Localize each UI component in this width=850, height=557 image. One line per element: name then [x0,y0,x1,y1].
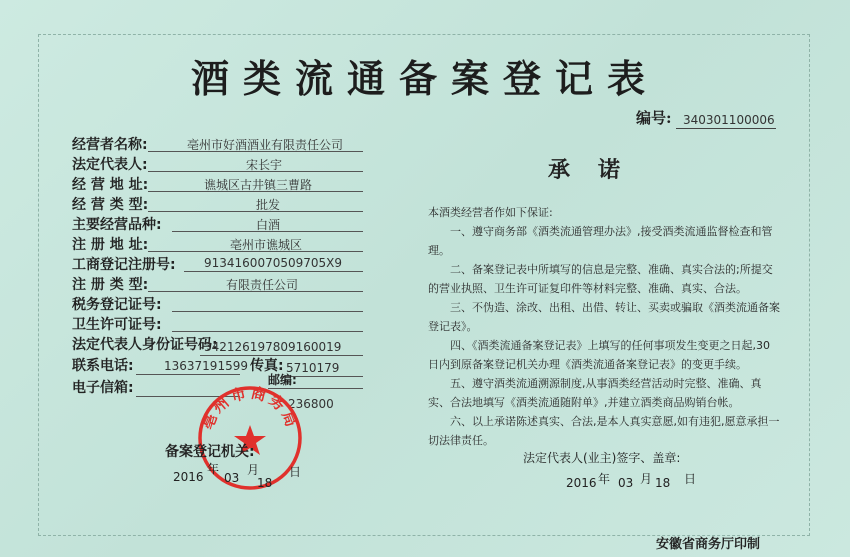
registry-year-unit: 年 [207,462,220,476]
field-value: 宋长宇 [246,158,283,172]
field-value: 342126197809160019 [204,340,342,354]
field-label: 税务登记证号: [72,297,162,313]
field-value: 谯城区古井镇三曹路 [204,178,313,192]
field-business-reg-no [72,254,412,274]
printer-credit: 安徽省商务厅印制 [656,537,761,552]
sign-label: 法定代表人(业主)签字、盖章: [523,451,681,465]
field-label: 主要经营品种: [72,217,162,233]
sign-year: 2016 [566,476,597,490]
field-label: 卫生许可证号: [72,317,162,333]
code-underline [676,128,776,129]
field-value: 批发 [256,198,281,212]
field-tax-reg-no [72,294,412,314]
field-health-permit-no [72,314,412,334]
code-value: 340301100006 [683,113,775,127]
field-underline [148,211,363,212]
field-value: 9134160070509705X9 [204,256,343,270]
field-underline [148,151,363,152]
promise-intro: 本酒类经营者作如下保证: [428,206,553,219]
field-registered-address [72,234,412,254]
phone-label: 联系电话: [72,358,134,374]
field-underline [184,271,363,272]
promise-item: 六、以上承诺陈述真实、合法,是本人真实意愿,如有违犯,愿意承担一切法律责任。 [428,415,780,447]
seal-text: 亳州市商务局 [198,383,302,433]
field-value: 白酒 [256,218,281,232]
field-underline [148,191,363,192]
field-underline [148,291,363,292]
fax-label: 传真: [250,358,284,374]
field-contact-row [72,355,412,375]
registry-month-unit: 月 [247,463,260,477]
field-value: 有限责任公司 [226,278,299,292]
registry-day: 18 [257,476,273,490]
promise-item: 四、《酒类流通备案登记表》上填写的任何事项发生变更之日起,30日内到原备案登记机关办理《酒类流通备案登记表》的变更手续。 [428,339,770,371]
field-registration-type [72,274,412,294]
field-label: 经 营 类 型: [72,197,149,213]
field-legal-rep-id [72,334,412,354]
email-label: 电子信箱: [72,380,134,396]
field-label: 法定代表人: [72,157,148,173]
field-legal-rep [72,154,412,174]
sign-month: 03 [618,476,634,490]
field-business-name [72,134,412,154]
registry-day-unit: 日 [289,465,302,479]
registry-label: 备案登记机关: [165,444,255,460]
field-business-address [72,174,412,194]
sign-day-unit: 日 [684,472,697,486]
promise-title: 承诺 [548,157,649,183]
field-underline [148,171,363,172]
registry-month: 03 [224,471,240,485]
field-value: 亳州市谯城区 [230,238,303,252]
sign-day: 18 [655,476,671,490]
field-label: 注 册 地 址: [72,237,149,253]
field-label: 注 册 类 型: [72,277,149,293]
field-underline [148,251,363,252]
phone-value: 13637191599 [164,359,248,373]
field-label: 工商登记注册号: [72,257,176,273]
field-label: 经营者名称: [72,137,148,153]
zip-value: 236800 [288,397,334,411]
field-value: 亳州市好酒酒业有限责任公司 [187,138,344,152]
field-underline [136,374,240,375]
promise-item: 五、遵守酒类流通溯源制度,从事酒类经营活动时完整、准确、真实、合法地填写《酒类流通随附单》,并建立酒类商品购销台帐。 [428,377,762,409]
field-underline [172,231,363,232]
sign-month-unit: 月 [640,472,653,486]
sign-year-unit: 年 [598,472,611,486]
promise-item: 三、不伪造、涂改、出租、出借、转让、买卖或骗取《酒类流通备案登记表》。 [428,301,780,333]
zip-label: 邮编: [268,373,297,387]
promise-text [428,203,780,450]
promise-item: 二、备案登记表中所填写的信息是完整、准确、真实合法的;所提交的营业执照、卫生许可证复印件等材料完整、准确、真实、合法。 [428,263,773,295]
field-main-products [72,214,412,234]
field-label: 法定代表人身份证号码: [72,337,218,353]
field-underline [172,331,363,332]
document-title: 酒类流通备案登记表 [190,56,659,101]
code-label: 编号: [636,109,672,127]
field-business-type [72,194,412,214]
fax-value: 5710179 [286,361,340,375]
promise-item: 一、遵守商务部《酒类流通管理办法》,接受酒类流通监督检查和管理。 [428,225,773,257]
registry-year: 2016 [173,470,204,484]
field-underline [172,311,363,312]
field-label: 经 营 地 址: [72,177,149,193]
